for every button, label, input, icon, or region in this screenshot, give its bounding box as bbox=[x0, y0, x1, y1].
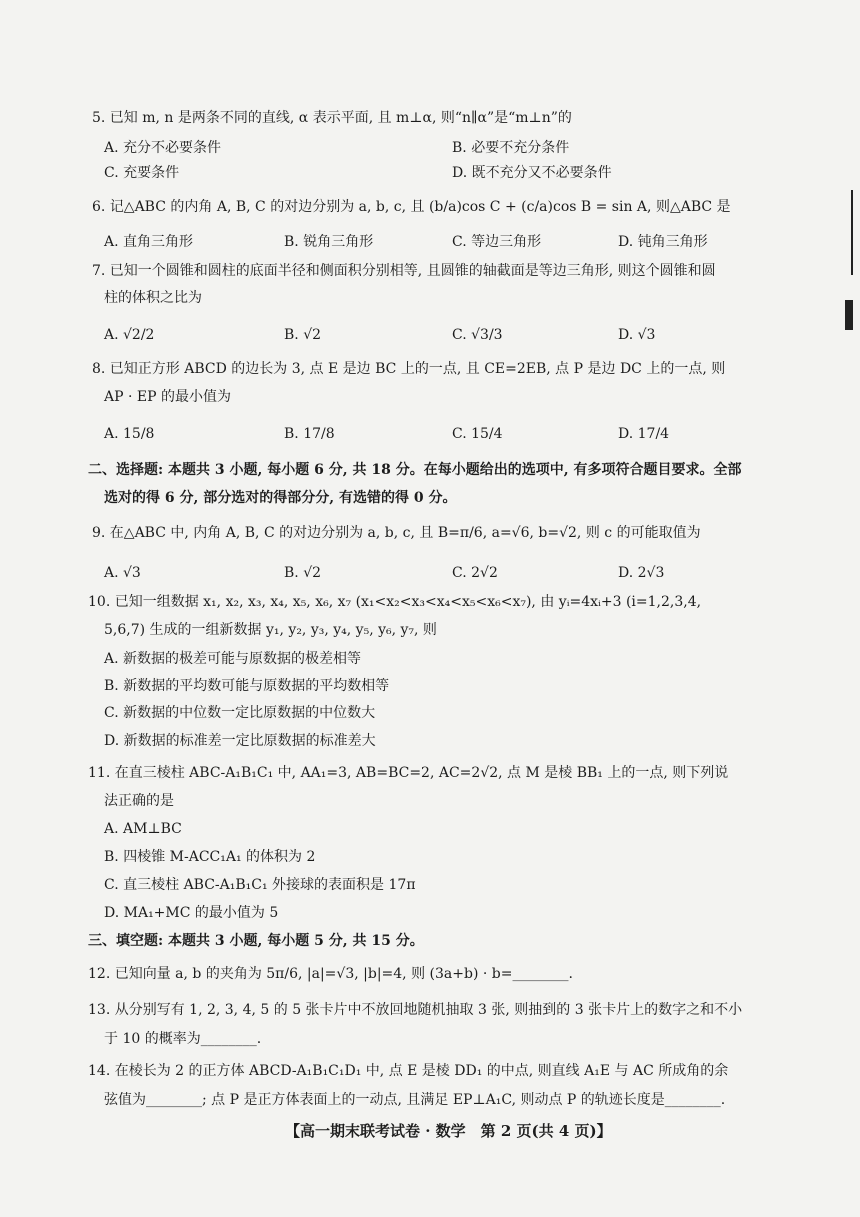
question-8-option-c: C. 15/4 bbox=[452, 426, 503, 442]
question-12-stem: 12. 已知向量 a, b 的夹角为 5π/6, |a|=√3, |b|=4, 则 (3a+b) · b=________. bbox=[88, 966, 573, 982]
question-9-option-a: A. √3 bbox=[104, 565, 141, 581]
question-5-option-c: C. 充要条件 bbox=[104, 165, 180, 181]
question-11-stem-line-2: 法正确的是 bbox=[104, 793, 174, 809]
question-8-option-b: B. 17/8 bbox=[284, 426, 335, 442]
page-footer: 【高一期末联考试卷 · 数学 第 2 页(共 4 页)】 bbox=[285, 1122, 612, 1140]
question-13-stem-line-2: 于 10 的概率为________. bbox=[104, 1031, 262, 1047]
question-8-option-d: D. 17/4 bbox=[618, 426, 670, 442]
question-8-option-a: A. 15/8 bbox=[104, 426, 155, 442]
question-9-option-d: D. 2√3 bbox=[618, 565, 665, 581]
question-7-option-a: A. √2/2 bbox=[104, 327, 155, 343]
question-8-stem-line-1: 8. 已知正方形 ABCD 的边长为 3, 点 E 是边 BC 上的一点, 且 CE=2EB, 点 P 是边 DC 上的一点, 则 bbox=[92, 361, 726, 377]
scan-edge-mark-1 bbox=[851, 190, 853, 275]
question-11-option-c: C. 直三棱柱 ABC-A₁B₁C₁ 外接球的表面积是 17π bbox=[104, 877, 416, 893]
question-10-option-b: B. 新数据的平均数可能与原数据的平均数相等 bbox=[104, 678, 390, 694]
question-6-option-a: A. 直角三角形 bbox=[104, 234, 194, 250]
question-7-stem-line-2: 柱的体积之比为 bbox=[104, 290, 202, 306]
question-10-option-d: D. 新数据的标准差一定比原数据的标准差大 bbox=[104, 733, 376, 749]
scan-edge-mark-2 bbox=[845, 300, 853, 330]
question-11-stem-line-1: 11. 在直三棱柱 ABC-A₁B₁C₁ 中, AA₁=3, AB=BC=2, AC=2√2, 点 M 是棱 BB₁ 上的一点, 则下列说 bbox=[88, 765, 729, 781]
question-9-stem: 9. 在△ABC 中, 内角 A, B, C 的对边分别为 a, b, c, 且 B=π/6, a=√6, b=√2, 则 c 的可能取值为 bbox=[92, 525, 701, 541]
question-10-option-a: A. 新数据的极差可能与原数据的极差相等 bbox=[104, 651, 362, 667]
question-11-option-d: D. MA₁+MC 的最小值为 5 bbox=[104, 905, 279, 921]
question-14-stem-line-2: 弦值为________; 点 P 是正方体表面上的一动点, 且满足 EP⊥A₁C, 则动点 P 的轨迹长度是________. bbox=[104, 1092, 726, 1108]
question-6-option-d: D. 钝角三角形 bbox=[618, 234, 708, 250]
question-14-stem-line-1: 14. 在棱长为 2 的正方体 ABCD-A₁B₁C₁D₁ 中, 点 E 是棱 DD₁ 的中点, 则直线 A₁E 与 AC 所成角的余 bbox=[88, 1063, 729, 1079]
question-9-option-c: C. 2√2 bbox=[452, 565, 498, 581]
section-2-heading-line-1: 二、选择题: 本题共 3 小题, 每小题 6 分, 共 18 分。在每小题给出的选项中, 有多项符合题目要求。全部 bbox=[88, 462, 742, 478]
question-11-option-a: A. AM⊥BC bbox=[104, 821, 182, 837]
section-2-heading-line-2: 选对的得 6 分, 部分选对的得部分分, 有选错的得 0 分。 bbox=[104, 490, 457, 506]
question-5-stem: 5. 已知 m, n 是两条不同的直线, α 表示平面, 且 m⊥α, 则“n∥α”是“m⊥n”的 bbox=[92, 110, 572, 126]
question-7-stem-line-1: 7. 已知一个圆锥和圆柱的底面半径和侧面积分别相等, 且圆锥的轴截面是等边三角形, 则这个圆锥和圆 bbox=[92, 263, 716, 279]
question-10-stem-line-2: 5,6,7) 生成的一组新数据 y₁, y₂, y₃, y₄, y₅, y₆, y₇, 则 bbox=[104, 622, 437, 638]
question-10-stem-line-1: 10. 已知一组数据 x₁, x₂, x₃, x₄, x₅, x₆, x₇ (x₁<x₂<x₃<x₄<x₅<x₆<x₇), 由 yᵢ=4xᵢ+3 (i=1,2,3,4, bbox=[88, 594, 702, 610]
question-7-option-c: C. √3/3 bbox=[452, 327, 503, 343]
question-7-option-d: D. √3 bbox=[618, 327, 656, 343]
question-6-stem: 6. 记△ABC 的内角 A, B, C 的对边分别为 a, b, c, 且 (b/a)cos C + (c/a)cos B = sin A, 则△ABC 是 bbox=[92, 199, 731, 215]
question-10-option-c: C. 新数据的中位数一定比原数据的中位数大 bbox=[104, 705, 376, 721]
question-11-option-b: B. 四棱锥 M-ACC₁A₁ 的体积为 2 bbox=[104, 849, 316, 865]
question-5-option-d: D. 既不充分又不必要条件 bbox=[452, 165, 612, 181]
question-13-stem-line-1: 13. 从分别写有 1, 2, 3, 4, 5 的 5 张卡片中不放回地随机抽取 3 张, 则抽到的 3 张卡片上的数字之和不小 bbox=[88, 1002, 743, 1018]
question-8-stem-line-2: AP · EP 的最小值为 bbox=[104, 389, 231, 405]
question-6-option-b: B. 锐角三角形 bbox=[284, 234, 374, 250]
question-9-option-b: B. √2 bbox=[284, 565, 322, 581]
question-7-option-b: B. √2 bbox=[284, 327, 322, 343]
question-5-option-b: B. 必要不充分条件 bbox=[452, 140, 570, 156]
section-3-heading: 三、填空题: 本题共 3 小题, 每小题 5 分, 共 15 分。 bbox=[88, 933, 424, 949]
question-5-option-a: A. 充分不必要条件 bbox=[104, 140, 222, 156]
question-6-option-c: C. 等边三角形 bbox=[452, 234, 542, 250]
